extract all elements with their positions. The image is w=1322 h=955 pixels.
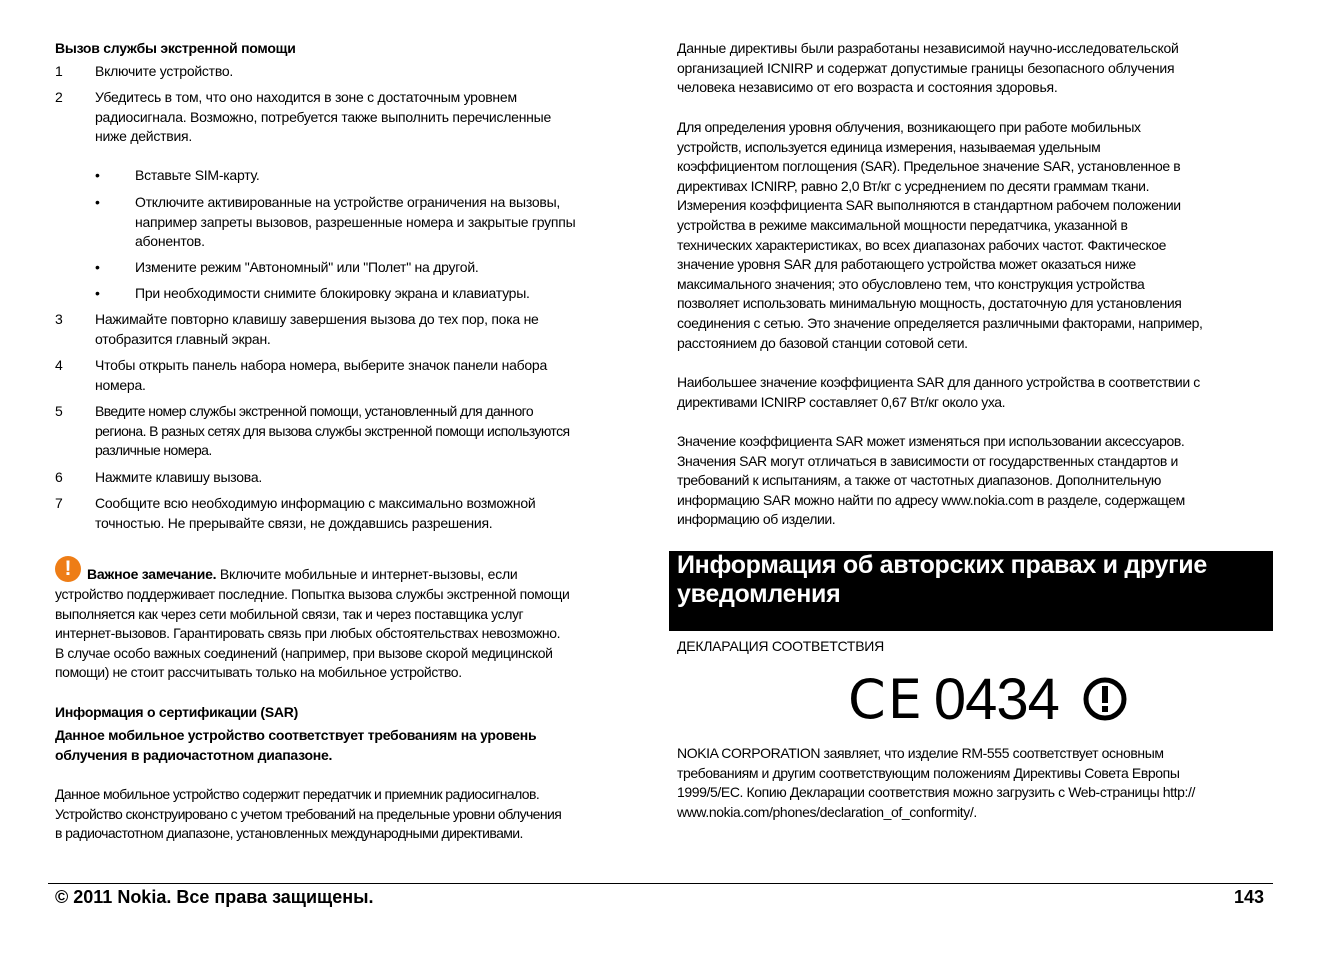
- step-text: Нажимайте повторно клавишу завершения вызова до тех пор, пока не отобразится главный экран.: [95, 311, 539, 347]
- sar-value-paragraph: Наибольшее значение коэффициента SAR для данного устройства в соответствии с директивами ICNIRP составляет 0,67 Вт/кг около уха.: [677, 374, 1200, 410]
- bullet-text: Вставьте SIM-карту.: [135, 167, 260, 183]
- bullet-icon: •: [95, 285, 100, 301]
- bullet-icon: •: [95, 259, 100, 275]
- nokia-declaration-paragraph: NOKIA CORPORATION заявляет, что изделие RM-555 соответствует основным требованиям и другим соответствующим положениям Директивы Совета Европы 1999/5/EC. Копию Декларации соответствия можно загрузить с Web-страницы http:// www.nokia.com/phones/declaration_of_conformity/.: [677, 745, 1195, 820]
- sar-paragraph: Данное мобильное устройство содержит передатчик и приемник радиосигналов. Устройство сконструировано с учетом требований на предельные уровни облучения в радиочастотном диапазоне, установленных международными директивами.: [55, 786, 562, 842]
- section-title: Информация об авторских правах и другие уведомления: [677, 551, 1207, 608]
- step-number: 1: [55, 63, 63, 79]
- emergency-heading: Вызов службы экстренной помощи: [55, 40, 296, 56]
- step-text: Нажмите клавишу вызова.: [95, 469, 263, 485]
- step-number: 2: [55, 89, 63, 105]
- ce-marking: [848, 668, 1129, 730]
- bullet-text: Отключите активированные на устройстве ограничения на вызовы, например запреты вызовов, разрешенные номера и закрытые группы абонентов.: [135, 194, 576, 250]
- step-number: 7: [55, 495, 63, 511]
- step-number: 6: [55, 469, 63, 485]
- sar-heading: Информация о сертификации (SAR): [55, 704, 299, 720]
- warning-first-line: [87, 565, 517, 585]
- step-text: Введите номер службы экстренной помощи, установленный для данного региона. В разных сетях для вызова службы экстренной помощи используются различные номера.: [95, 403, 570, 459]
- step-text: Чтобы открыть панель набора номера, выберите значок панели набора номера.: [95, 357, 547, 393]
- step-number: 5: [55, 403, 63, 419]
- directives-paragraph: Данные директивы были разработаны независимой научно-исследовательской организацией ICNIRP и содержат допустимые границы безопасного облучения человека независимо от его возраста и состояния здоровья.: [677, 40, 1179, 96]
- step-number: 4: [55, 357, 63, 373]
- warning-text-first: Включите мобильные и интернет-вызовы, если: [216, 566, 518, 582]
- warning-label: Важное замечание.: [87, 566, 217, 582]
- bullet-text: Измените режим "Автономный" или "Полет" на другой.: [135, 259, 479, 275]
- sar-variation-paragraph: Значение коэффициента SAR может изменяться при использовании аксессуаров. Значения SAR могут отличаться в зависимости от государственных стандартов и требований к испытаниям, а также от частотных диапазонов. Дополнительную информацию SAR можно найти по адресу www.nokia.com в разделе, содержащем информацию об изделии.: [677, 433, 1185, 528]
- ce-number: 0434: [933, 666, 1059, 732]
- step-number: 3: [55, 311, 63, 327]
- warning-text: устройство поддерживает последние. Попытка вызова службы экстренной помощи выполняется как через сети мобильной связи, так и через поставщика услуг интернет-вызовов. Гарантировать связь при любых обстоятельствах невозможно. В случае особо важных соединений (например, при вызове скорой медицинской помощи) не стоит рассчитывать только на мобильное устройство.: [55, 586, 570, 681]
- step-text: Включите устройство.: [95, 63, 234, 79]
- exclamation-icon: !: [55, 556, 81, 582]
- declaration-label: ДЕКЛАРАЦИЯ СООТВЕТСТВИЯ: [677, 638, 884, 654]
- step-text: Сообщите всю необходимую информацию с максимально возможной точностью. Не прерывайте связи, не дождавшись разрешения.: [95, 495, 536, 531]
- section-title-banner: [669, 551, 1273, 631]
- footer-divider: [48, 883, 1273, 884]
- bullet-icon: •: [95, 194, 100, 210]
- class2-alert-icon: [1059, 674, 1129, 724]
- sar-statement: Данное мобильное устройство соответствует требованиям на уровень облучения в радиочастотном диапазоне.: [55, 727, 537, 763]
- page-number: 143: [1233, 887, 1264, 907]
- copyright: © 2011 Nokia. Все права защищены.: [55, 887, 374, 907]
- bullet-icon: •: [95, 167, 100, 183]
- bullet-text: При необходимости снимите блокировку экрана и клавиатуры.: [135, 285, 530, 301]
- sar-definition-paragraph: Для определения уровня облучения, возникающего при работе мобильных устройств, используется единица измерения, называемая удельным коэффициентом поглощения (SAR). Предельное значение SAR, установленное в директивах ICNIRP, равно 2,0 Вт/кг с усреднением по десяти граммам ткани. Измерения коэффициента SAR выполняются в стандартном рабочем положении устройства в режиме максимальной мощности передатчика, указанной в технических характеристиках, во всех диапазонах рабочих частот. Фактическое значение уровня SAR для работающего устройства может оказаться ниже максимального значения; это обусловлено тем, что конструкция устройства позволяет использовать минимальную мощность, достаточную для установления соединения с сетью. Это значение определяется различными факторами, например, расстоянием до базовой станции сотовой сети.: [677, 119, 1203, 351]
- ce-mark: CE: [848, 667, 924, 731]
- step-text: Убедитесь в том, что оно находится в зоне с достаточным уровнем радиосигнала. Возможно, потребуется также выполнить перечисленные ниже действия.: [95, 89, 552, 145]
